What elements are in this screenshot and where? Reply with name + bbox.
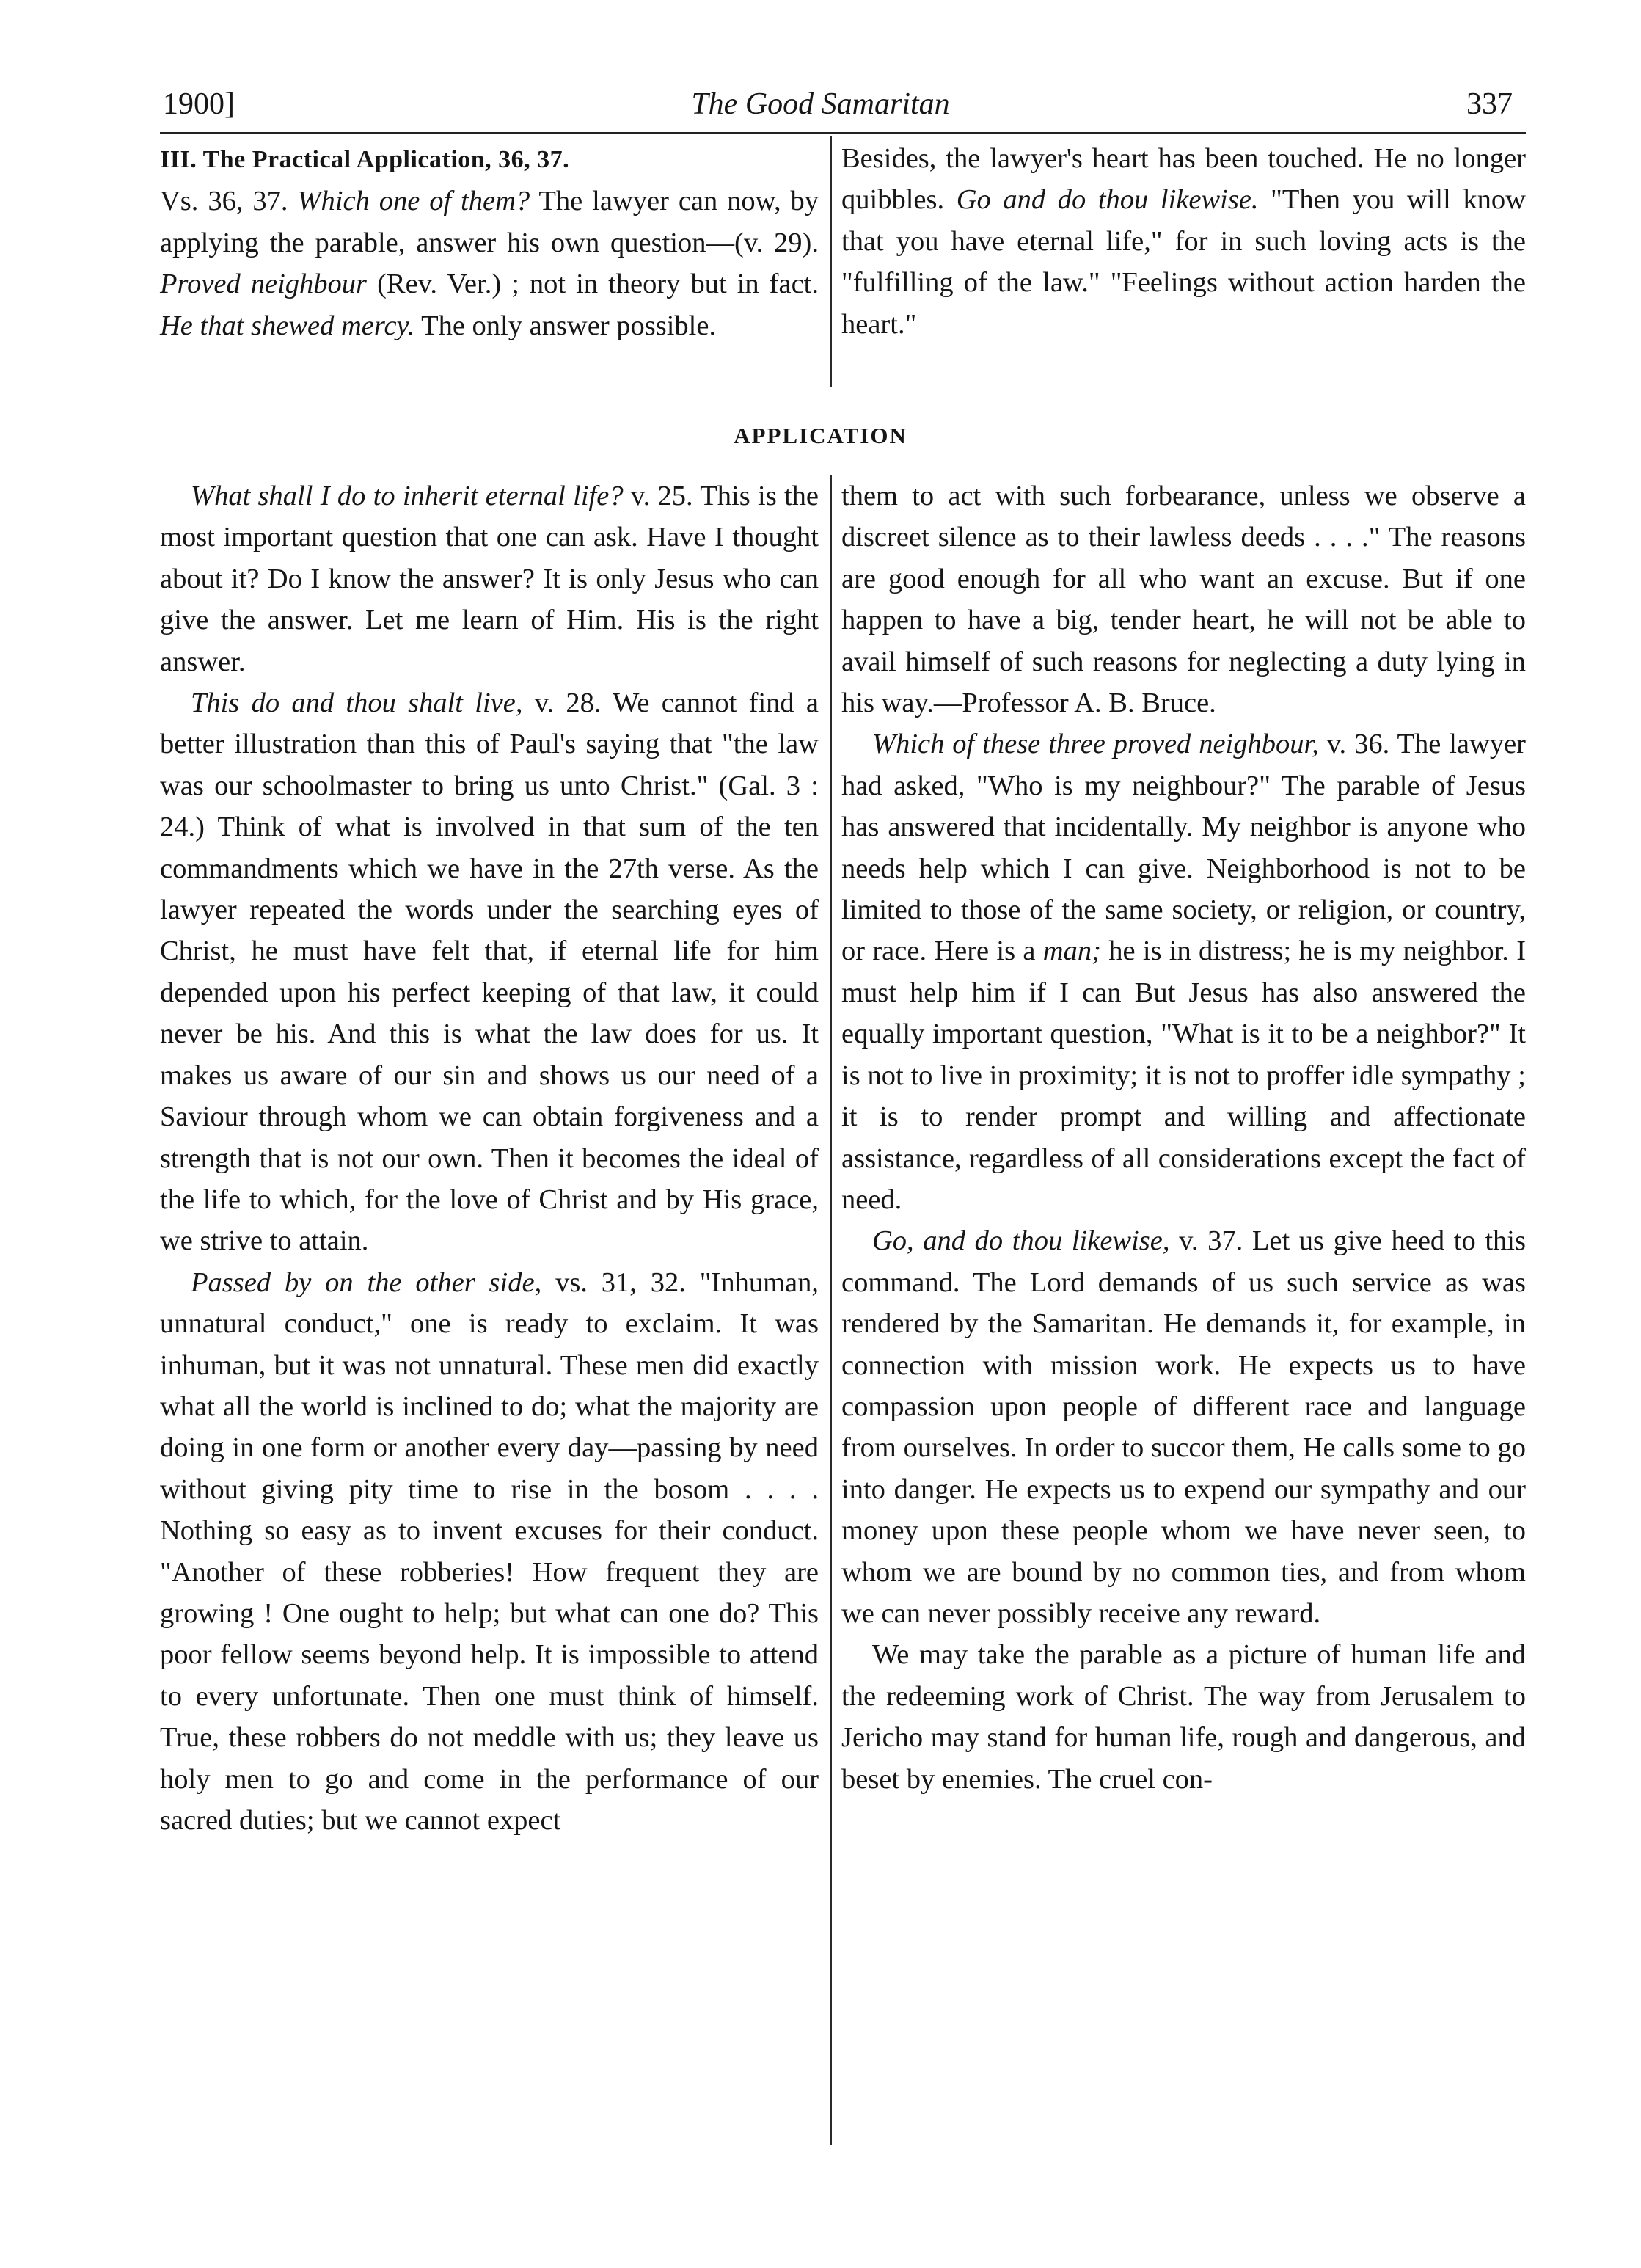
page-number: 337 (1466, 87, 1513, 121)
body-text: v. 25. This is the most important question that one can ask. Have I thought about it? Do I know the answer? It is only Jesus who can give the answer. Let me learn of Him. His is the right answer. (160, 481, 819, 677)
paragraph (841, 1220, 1526, 1634)
application-column-left (160, 475, 819, 1841)
key-phrase: Proved neighbour (160, 269, 368, 300)
body-text: v. 37. Let us give heed to this command. The Lord demands of us such service as was rendered by the Samaritan. He demands it, for example, in connection with mission work. He expects us to have compassion upon people of different race and language from ourselves. In order to succor them, He calls some to go into danger. He expects us to expend our sympathy and our money upon these people whom we have never seen, to whom we are bound by no common ties, and from whom we can never possibly receive any reward. (841, 1225, 1526, 1629)
emphasis: man; (1042, 936, 1101, 967)
header-title: The Good Samaritan (691, 87, 950, 121)
explanation-column-right (841, 138, 1526, 345)
body-text: vs. 31, 32. "Inhuman, unnatural conduct," one is ready to exclaim. It was inhuman, but it was not unnatural. These men did exactly what all the world is inclined to do; what the majority are doing in one form or another every day—passing by need without giving pity time to rise in the bosom . . . . Nothing so easy as to invent excuses for their conduct. "Another of these robberies! How frequent they are growing ! One ought to help; but what can one do? This poor fellow seems beyond help. It is impossible to attend to every unfortunate. Then one must think of himself. True, these robbers do not meddle with us; they leave us holy men to go and come in the performance of our sacred duties; but we cannot expect (160, 1266, 819, 1836)
body-text: (Rev. Ver.) ; not in theory but in fact. (377, 269, 819, 300)
body-text: "Then you will know that you have eternal life," for in such loving acts is the "fulfilling of the law." "Feelings without action harden the heart." (841, 184, 1526, 340)
key-phrase: What shall I do to inherit eternal life? (191, 481, 624, 511)
body-text: v. 36. The lawyer had asked, "Who is my neighbour?" The parable of Jesus has answered that incidentally. My neighbor is anyone who needs help which I can give. Neighborhood is not to be limited to those of the same society, or religion, or country, or race. Here is a (841, 729, 1526, 967)
column-divider-top (830, 136, 832, 387)
section-title: APPLICATION (734, 423, 907, 448)
key-phrase: Go and do thou likewise. (956, 184, 1259, 216)
section-heading: III. The Practical Application, 36, 37. (160, 146, 570, 173)
application-column-right (841, 475, 1526, 1800)
paragraph (160, 1262, 819, 1842)
key-phrase: Which of these three proved neighbour, (872, 729, 1319, 760)
body-text: The lawyer can now, by applying the parable, answer his own question—(v. 29). (160, 186, 819, 258)
paragraph (160, 682, 819, 1262)
paragraph (841, 723, 1526, 1220)
paragraph (841, 475, 1526, 723)
key-phrase: Go, and do thou likewise, (872, 1225, 1170, 1257)
paragraph (841, 1634, 1526, 1800)
key-phrase: This do and thou shalt live, (191, 688, 523, 719)
body-text: We may take the parable as a picture of human life and the redeeming work of Christ. The way from Jerusalem to Jericho may stand for human life, rough and dangerous, and beset by enemies. The cruel con- (841, 1639, 1526, 1795)
explanation-paragraph (160, 138, 819, 346)
body-text: he is in distress; he is my neighbor. I must help him if I can But Jesus has also answered the equally important question, "What is it to be a neighbor?" It is not to live in proximity; it is not to proffer idle sympathy ; it is to render prompt and willing and affectionate assistance, regardless of all considerations except the fact of need. (841, 936, 1527, 1215)
body-text: Besides, the lawyer's heart has been touched. He no longer quibbles. (841, 143, 1526, 216)
body-text: v. 28. We cannot find a better illustration than this of Paul's saying that "the law was our schoolmaster to bring us unto Christ." (Gal. 3 : 24.) Think of what is involved in that sum of the ten commandments which we have in the 27th verse. As the lawyer repeated the words under the searching eyes of Christ, he must have felt that, if eternal life for him depended upon his perfect keeping of that law, it could never be his. And this is what the law does for us. It makes us aware of our sin and shows us our need of a Saviour through whom we can obtain forgiveness and a strength that is not our own. Then it becomes the ideal of the life to which, for the love of Christ and by His grace, we strive to attain. (160, 688, 819, 1257)
verse-ref: Vs. 36, 37. (160, 186, 288, 217)
explanation-column-left (160, 138, 819, 346)
explanation-paragraph (841, 138, 1526, 345)
key-phrase: Which one of them? (297, 186, 530, 217)
column-divider (830, 475, 832, 2145)
key-phrase: He that shewed mercy. (160, 310, 415, 341)
paragraph (160, 475, 819, 682)
header-rule (160, 132, 1526, 134)
body-text: them to act with such forbearance, unless we observe a discreet silence as to their lawless deeds . . . ." The reasons are good enough for all who want an excuse. But if one happen to have a big, tender heart, he will not be able to avail himself of such reasons for neglecting a duty lying in his way.—Professor A. B. Bruce. (841, 481, 1526, 719)
body-text: The only answer possible. (421, 310, 717, 341)
key-phrase: Passed by on the other side, (191, 1266, 542, 1298)
header-year: 1900] (163, 87, 235, 121)
